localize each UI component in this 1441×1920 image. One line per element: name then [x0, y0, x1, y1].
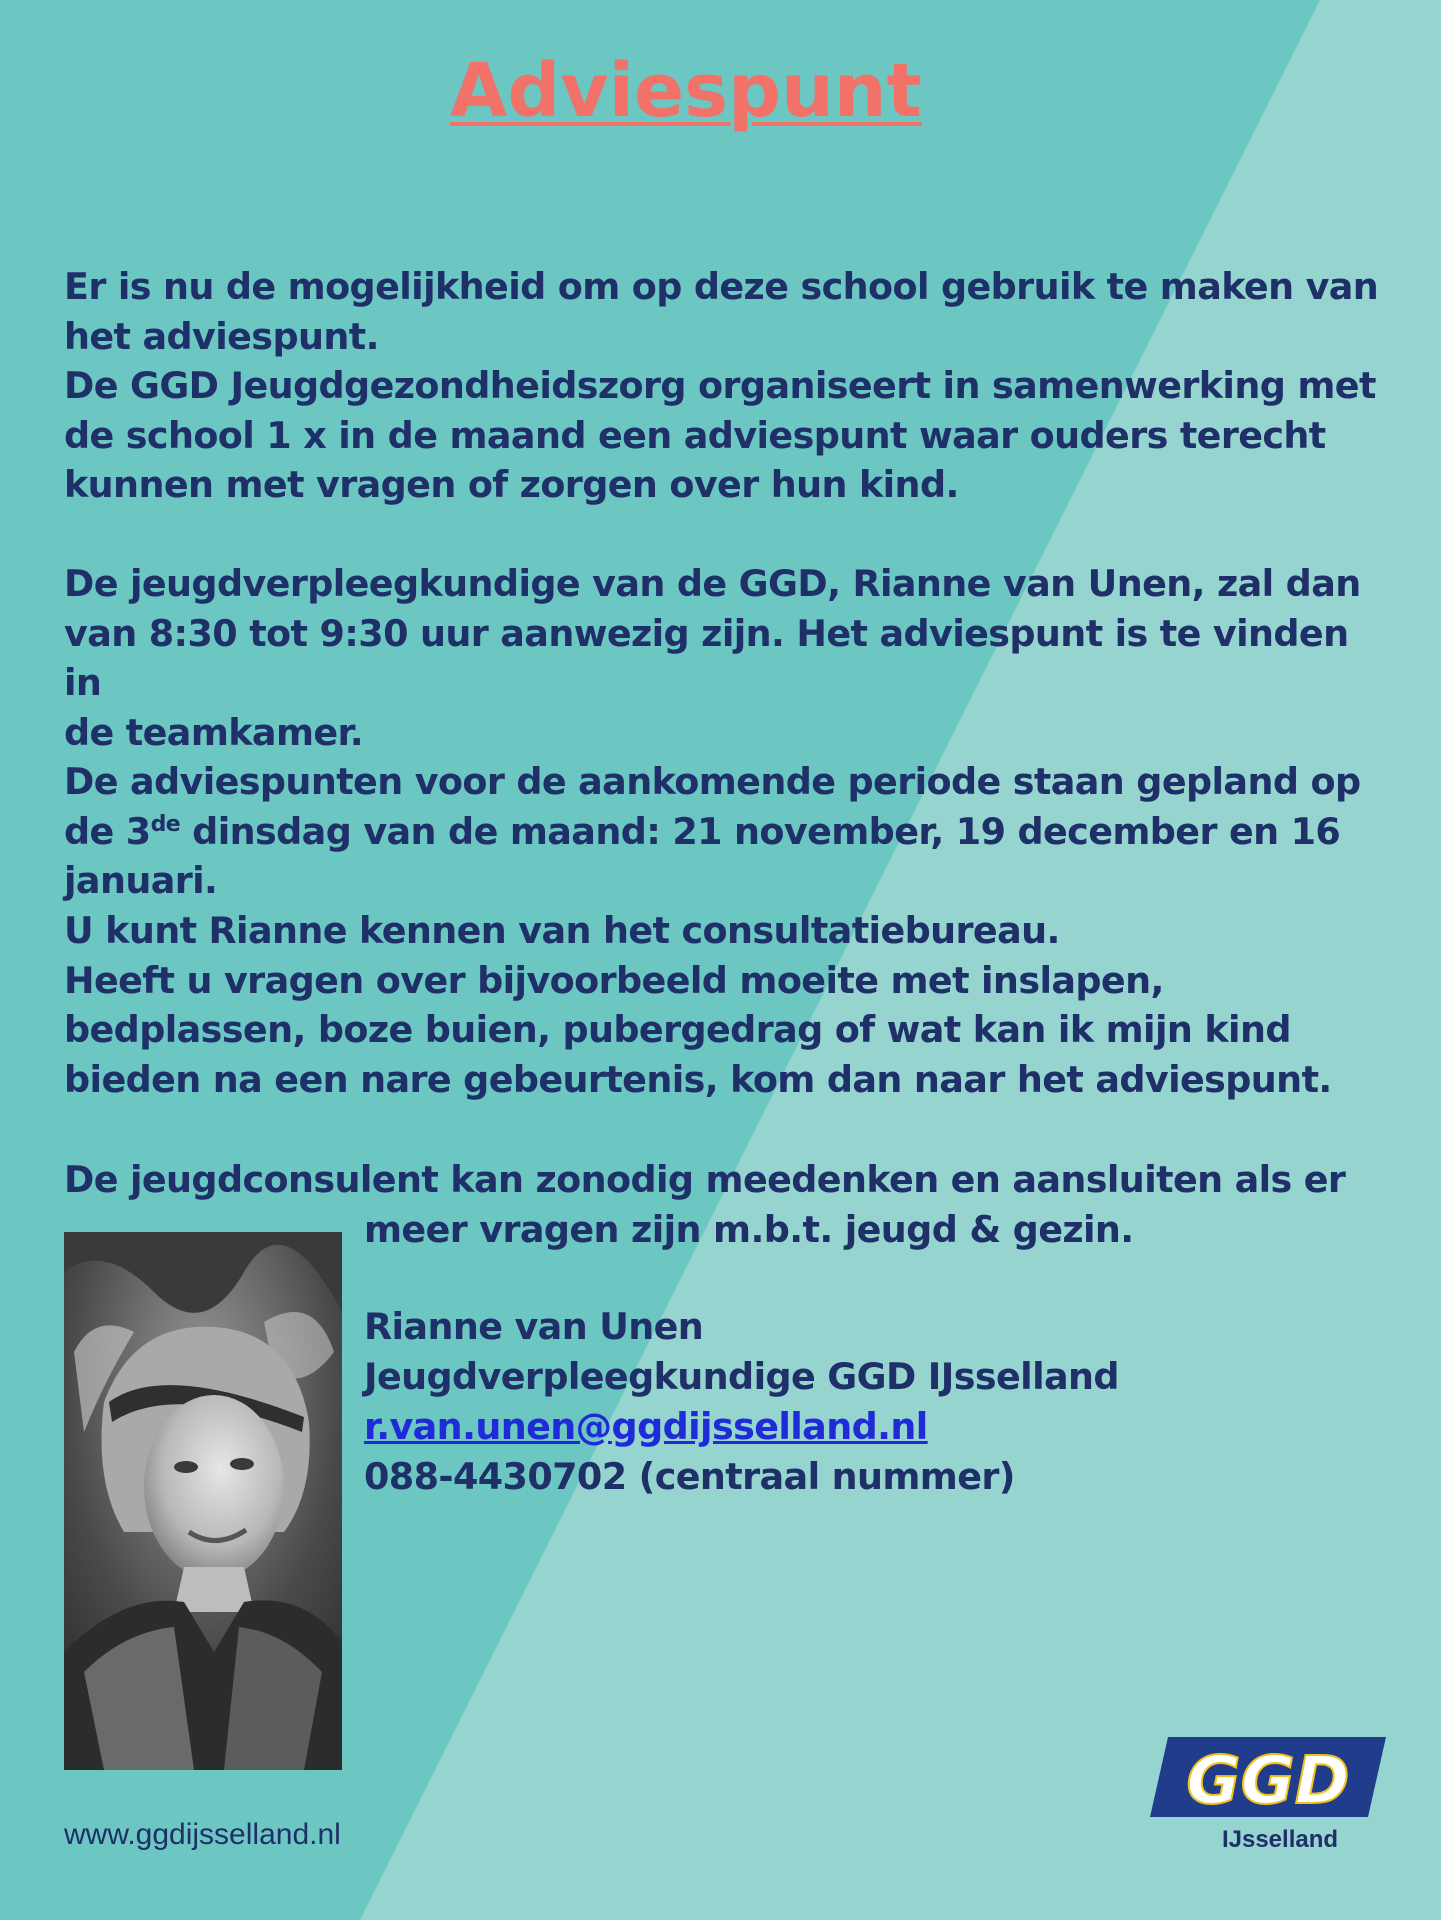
schedule-line-3: de teamkamer. [64, 710, 364, 754]
schedule-paragraph [64, 559, 1394, 906]
info-paragraph [64, 906, 1394, 1104]
info-line-4: bieden na een nare gebeurtenis, kom dan naar het adviespunt. [64, 1057, 1332, 1101]
logo-text: GGD [1186, 1742, 1350, 1819]
contact-role: Jeugdverpleegkundige GGD IJsselland [364, 1355, 1119, 1398]
intro-paragraph [64, 262, 1394, 510]
website-link[interactable]: www.ggdijsselland.nl [64, 1818, 341, 1851]
portrait-photo [64, 1232, 342, 1770]
schedule-line-5-suffix: dinsdag van de maand: 21 november, 19 december en 16 [180, 809, 1341, 853]
schedule-line-1: De jeugdverpleegkundige van de GGD, Rianne van Unen, zal dan [64, 562, 1361, 605]
contact-phone: 088-4430702 (centraal nummer) [364, 1455, 1015, 1498]
intro-line-2: het adviespunt. [64, 314, 379, 358]
page-title: Adviespunt [450, 48, 922, 134]
info-line-2: Heeft u vragen over bijvoorbeeld moeite met inslapen, [64, 958, 1164, 1002]
intro-line-3: De GGD Jeugdgezondheidszorg organiseert in samenwerking met [64, 364, 1376, 407]
schedule-line-5 [64, 807, 1394, 857]
schedule-line-4: De adviespunten voor de aankomende periode staan gepland op [64, 760, 1361, 803]
portrait-illustration [64, 1232, 342, 1770]
intro-line-1: Er is nu de mogelijkheid om op deze school gebruik te maken van [64, 265, 1379, 308]
consulent-line-2: meer vragen zijn m.b.t. jeugd & gezin. [364, 1207, 1134, 1251]
intro-line-4: de school 1 x in de maand een adviespunt waar ouders terecht [64, 413, 1326, 457]
consulent-line-1: De jeugdconsulent kan zonodig meedenken en aansluiten als er [64, 1158, 1346, 1201]
contact-email-link[interactable]: r.van.unen@ggdijsselland.nl [364, 1405, 928, 1448]
logo-subtitle: IJsselland [1221, 1826, 1339, 1853]
schedule-line-5-prefix: de 3 [64, 809, 151, 853]
info-line-1: U kunt Rianne kennen van het consultatiebureau. [64, 909, 1060, 952]
contact-name: Rianne van Unen [364, 1305, 704, 1348]
ggd-logo [1150, 1735, 1386, 1819]
schedule-line-6: januari. [64, 859, 218, 902]
info-line-3: bedplassen, boze buien, pubergedrag of wat kan ik mijn kind [64, 1008, 1291, 1051]
intro-line-5: kunnen met vragen of zorgen over hun kind. [64, 463, 959, 506]
contact-block [364, 1302, 1119, 1502]
schedule-line-2: van 8:30 tot 9:30 uur aanwezig zijn. Het adviespunt is te vinden in [64, 611, 1349, 704]
ordinal-suffix: de [150, 811, 181, 837]
